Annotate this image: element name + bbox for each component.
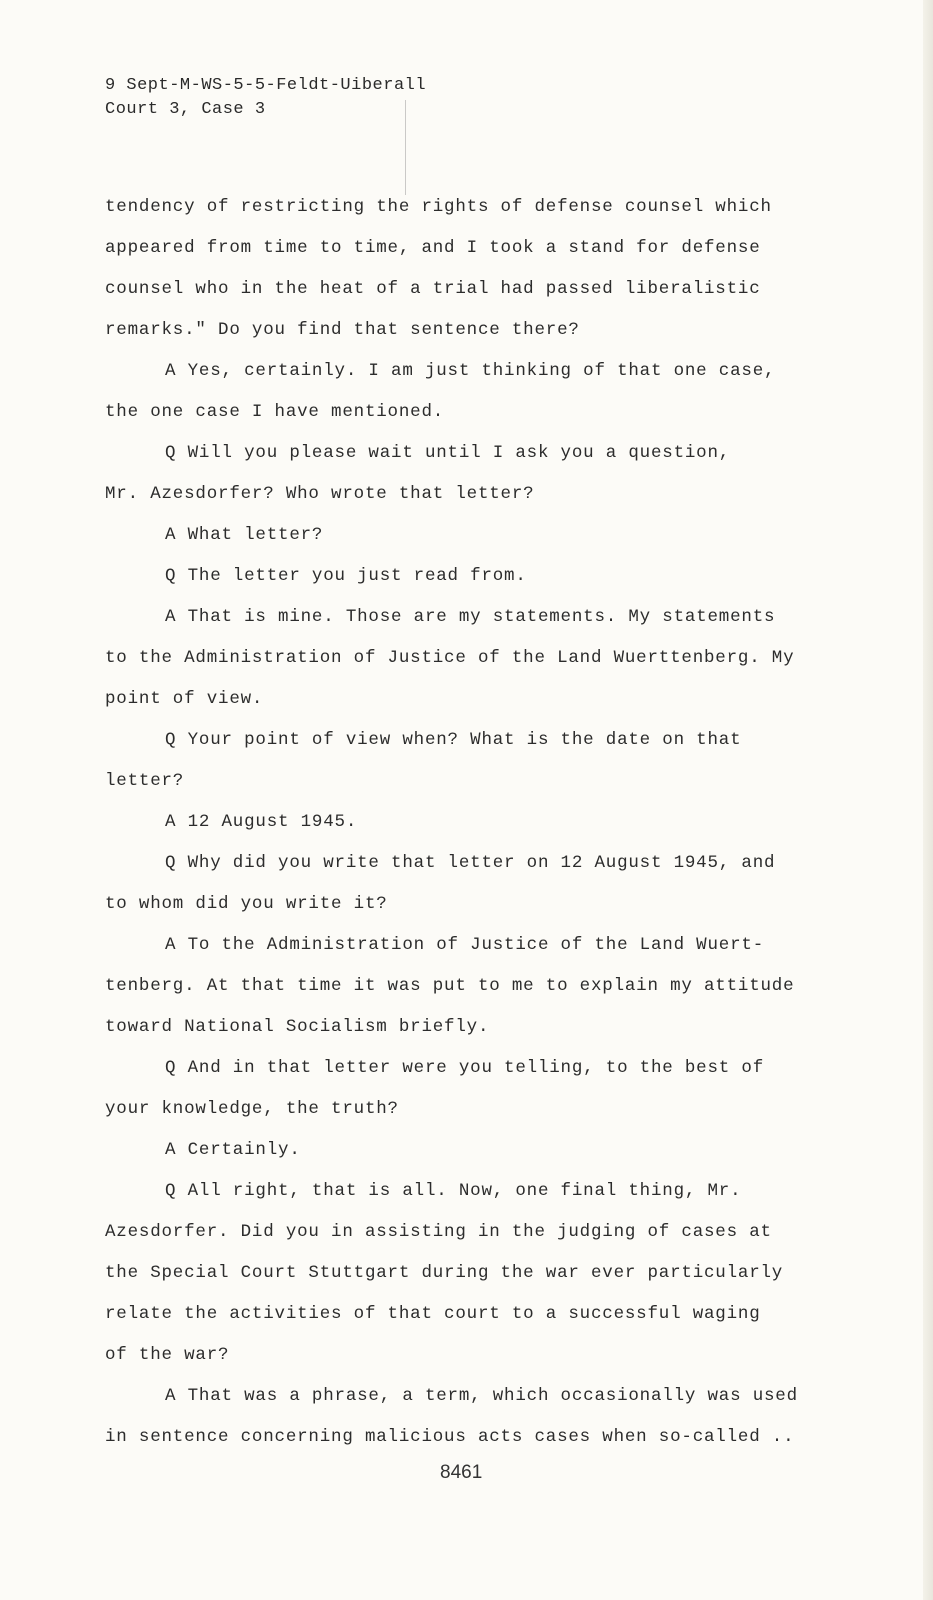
- transcript-line: A 12 August 1945.: [165, 812, 358, 832]
- transcript-line: Azesdorfer. Did you in assisting in the judging of cases at: [105, 1222, 772, 1242]
- transcript-line: toward National Socialism briefly.: [105, 1017, 490, 1037]
- transcript-line: to whom did you write it?: [105, 894, 388, 914]
- fold-mark: [405, 100, 406, 195]
- transcript-line: A That is mine. Those are my statements. My statements: [165, 607, 776, 627]
- header-line-2: Court 3, Case 3: [105, 100, 266, 119]
- transcript-line: your knowledge, the truth?: [105, 1099, 399, 1119]
- transcript-line: Q All right, that is all. Now, one final thing, Mr.: [165, 1181, 742, 1201]
- transcript-line: appeared from time to time, and I took a stand for defense: [105, 238, 761, 258]
- transcript-line: A What letter?: [165, 525, 324, 545]
- page-number: 8461: [440, 1462, 483, 1483]
- transcript-line: the Special Court Stuttgart during the war ever particularly: [105, 1263, 784, 1283]
- transcript-line: A Yes, certainly. I am just thinking of that one case,: [165, 361, 776, 381]
- transcript-line: tenberg. At that time it was put to me to explain my attitude: [105, 976, 795, 996]
- transcript-line: Q The letter you just read from.: [165, 566, 527, 586]
- document-header: [105, 74, 426, 122]
- transcript-line: point of view.: [105, 689, 264, 709]
- transcript-line: in sentence concerning malicious acts cases when so-called ..: [105, 1427, 795, 1447]
- transcript-line: to the Administration of Justice of the Land Wuerttenberg. My: [105, 648, 795, 668]
- transcript-line: Mr. Azesdorfer? Who wrote that letter?: [105, 484, 535, 504]
- header-line-1: 9 Sept-M-WS-5-5-Feldt-Uiberall: [105, 76, 427, 95]
- transcript-line: A That was a phrase, a term, which occasionally was used: [165, 1386, 798, 1406]
- transcript-line: Q And in that letter were you telling, to the best of: [165, 1058, 764, 1078]
- transcript-line: counsel who in the heat of a trial had passed liberalistic: [105, 279, 761, 299]
- transcript-line: Q Will you please wait until I ask you a question,: [165, 443, 731, 463]
- transcript-line: of the war?: [105, 1345, 230, 1365]
- page-edge-shadow: [923, 0, 933, 1600]
- transcript-line: Q Why did you write that letter on 12 August 1945, and: [165, 853, 776, 873]
- transcript-line: tendency of restricting the rights of defense counsel which: [105, 197, 772, 217]
- transcript-line: Q Your point of view when? What is the date on that: [165, 730, 742, 750]
- transcript-line: the one case I have mentioned.: [105, 402, 445, 422]
- transcript-line: relate the activities of that court to a successful waging: [105, 1304, 761, 1324]
- transcript-line: A To the Administration of Justice of the Land Wuert-: [165, 935, 764, 955]
- transcript-line: A Certainly.: [165, 1140, 301, 1160]
- transcript-line: remarks." Do you find that sentence there?: [105, 320, 580, 340]
- transcript-line: letter?: [105, 771, 185, 791]
